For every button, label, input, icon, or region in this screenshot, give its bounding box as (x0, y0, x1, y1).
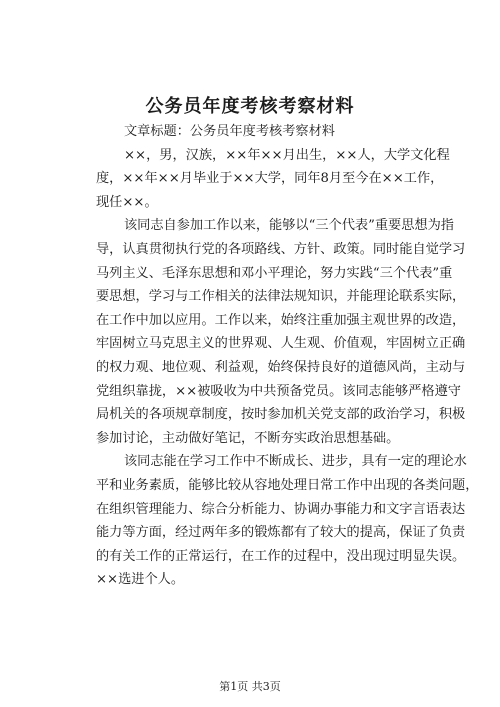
body-line: 现任××。 (96, 194, 158, 210)
body-line: 在组织管理能力、综合分析能力、协调办事能力和文字言语表达 (96, 501, 466, 517)
body-line: 该同志能在学习工作中不断成长、进步，具有一定的理论水 (124, 454, 467, 470)
body-line: 在工作中加以应用。工作以来，始终注重加强主观世界的改造， (96, 312, 466, 328)
page-footer: 第1页 共3页 (219, 680, 281, 693)
body-line: 能力等方面，经过两年多的锻炼都有了较大的提高，保证了负责 (96, 525, 466, 541)
body-line: 度，××年××月毕业于××大学，同年8月至今在××工作， (96, 171, 444, 187)
page-title: 公务员年度考核考察材料 (145, 96, 355, 117)
body-line: 参加讨论，主动做好笔记，不断夯实政治思想基础。 (96, 430, 400, 446)
body-line: 的权力观、地位观、利益观，始终保持良好的道德风尚，主动与 (96, 359, 466, 375)
body-line: 文章标题：公务员年度考核考察材料 (124, 124, 335, 139)
body-line: 平和业务素质，能够比较从容地处理日常工作中出现的各类问题， (96, 477, 479, 493)
body-line: 牢固树立马克思主义的世界观、人生观、价值观，牢固树立正确 (96, 336, 466, 352)
body-line: 该同志自参加工作以来，能够以“三个代表”重要思想为指 (124, 218, 454, 234)
body-line: 局机关的各项规章制度，按时参加机关党支部的政治学习，积极 (96, 407, 466, 423)
body-line: ××选进个人。 (96, 572, 185, 588)
body-line: 导，认真贯彻执行党的各项路线、方针、政策。同时能自觉学习 (96, 241, 466, 257)
body-line: 党组织靠拢，××被吸收为中共预备党员。该同志能够严格遵守 (96, 383, 461, 399)
document-body (96, 120, 479, 592)
body-line: 要思想，学习与工作相关的法律法规知识，并能理论联系实际， (96, 289, 466, 305)
body-line: 的有关工作的正常运行，在工作的过程中，没出现过明显失误。 (96, 548, 466, 564)
body-line: ××，男，汉族，××年××月出生，××人，大学文化程 (124, 147, 450, 163)
body-line: 马列主义、毛泽东思想和邓小平理论，努力实践“三个代表”重 (96, 265, 453, 281)
